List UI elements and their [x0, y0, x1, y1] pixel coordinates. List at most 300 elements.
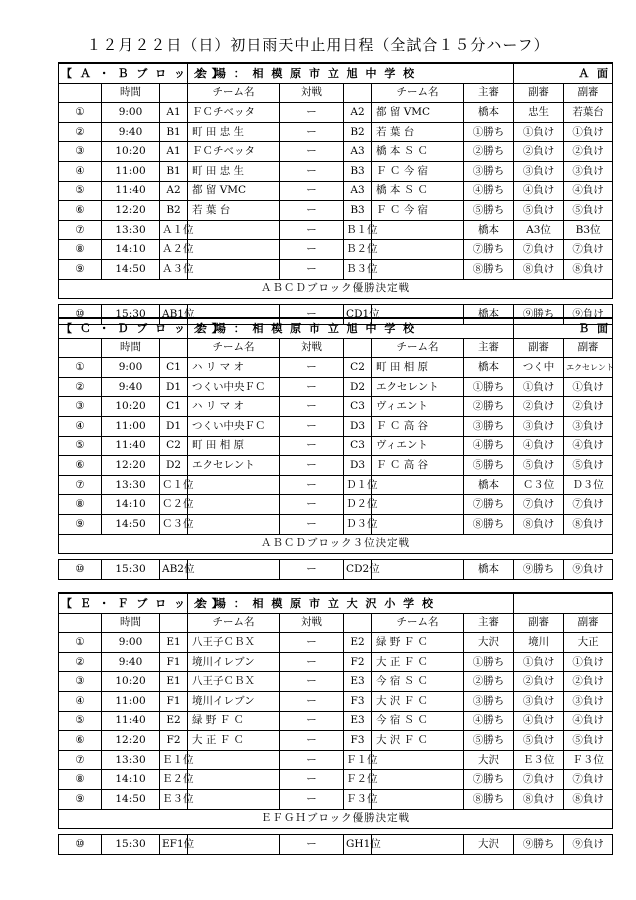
versus-mark: ー — [280, 358, 344, 378]
team-name-away: Ｆ Ｃ 高 谷 — [372, 416, 464, 436]
team-code-home: D1 — [160, 377, 188, 397]
page-title: １２月２２日（日）初日雨天中止用日程（全試合１５分ハーフ） — [86, 36, 550, 54]
referee: ①勝ち — [464, 122, 514, 142]
team-name-away — [372, 789, 464, 809]
referee: ⑧勝ち — [464, 789, 514, 809]
assistant-referee-1: ⑧負け — [514, 514, 564, 534]
team-code-away: C2 — [344, 358, 372, 378]
assistant-referee-2: Ｆ３位 — [564, 750, 613, 770]
final-match-label-row — [59, 809, 613, 829]
match-number: ④ — [59, 691, 102, 711]
assistant-referee-2: ⑧負け — [564, 514, 613, 534]
versus-mark: ー — [280, 220, 344, 240]
versus-mark: ー — [280, 633, 344, 653]
table-row — [59, 103, 613, 123]
match-time: 13:30 — [102, 475, 160, 495]
assistant-referee-1: ③負け — [514, 161, 564, 181]
table-row — [59, 220, 613, 240]
final-match-label: ＡＢＣＤブロック３位決定戦 — [59, 534, 613, 554]
referee: 大沢 — [464, 633, 514, 653]
versus-mark: ー — [280, 240, 344, 260]
versus-mark: ー — [280, 711, 344, 731]
match-time: 9:00 — [102, 358, 160, 378]
table-row — [59, 672, 613, 692]
versus-mark: ー — [280, 495, 344, 515]
team-code-home: C1 — [160, 397, 188, 417]
table-row — [59, 358, 613, 378]
referee: ①勝ち — [464, 377, 514, 397]
assistant-referee-2: ⑦負け — [564, 240, 613, 260]
column-header-team: チーム名 — [372, 83, 464, 103]
versus-mark: ー — [280, 436, 344, 456]
column-header-versus: 対戦 — [280, 338, 344, 358]
match-number: ⑩ — [59, 835, 102, 855]
team-code-away: A2 — [344, 103, 372, 123]
team-name-home — [188, 240, 280, 260]
team-name-away — [372, 770, 464, 790]
assistant-referee-1: ⑧負け — [514, 789, 564, 809]
assistant-referee-1: ⑦負け — [514, 240, 564, 260]
final-match-label: ＡＢＣＤブロック優勝決定戦 — [59, 279, 613, 299]
team-code-away: Ｄ１位 — [344, 475, 372, 495]
team-code-home: E2 — [160, 711, 188, 731]
match-number: ⑦ — [59, 475, 102, 495]
team-code-home: Ｃ３位 — [160, 514, 188, 534]
assistant-referee-2: ⑤負け — [564, 456, 613, 476]
versus-mark: ー — [280, 750, 344, 770]
team-code-home: D1 — [160, 416, 188, 436]
assistant-referee-1: ⑨勝ち — [514, 305, 564, 325]
team-name-away: 今 宿 Ｓ Ｃ — [372, 711, 464, 731]
referee: 橋本 — [464, 103, 514, 123]
match-time: 12:20 — [102, 201, 160, 221]
column-header-assistant: 副審 — [564, 613, 613, 633]
team-code-away: F2 — [344, 652, 372, 672]
versus-mark: ー — [280, 691, 344, 711]
team-code-away: Ｂ２位 — [344, 240, 372, 260]
header-blank — [59, 613, 102, 633]
team-code-away: B3 — [344, 161, 372, 181]
match-time: 9:00 — [102, 103, 160, 123]
assistant-referee-1: ③負け — [514, 416, 564, 436]
assistant-referee-2: ⑤負け — [564, 731, 613, 751]
team-name-home: つくい中央ＦＣ — [188, 416, 280, 436]
match-number: ⑧ — [59, 770, 102, 790]
assistant-referee-2: ①負け — [564, 377, 613, 397]
match-time: 13:30 — [102, 750, 160, 770]
referee: ④勝ち — [464, 436, 514, 456]
referee: ②勝ち — [464, 397, 514, 417]
match-time: 13:30 — [102, 220, 160, 240]
referee: 橋本 — [464, 358, 514, 378]
versus-mark: ー — [280, 377, 344, 397]
match-number: ⑨ — [59, 514, 102, 534]
assistant-referee-2: ⑨負け — [564, 835, 613, 855]
table-row — [59, 652, 613, 672]
team-code-away: Ｂ３位 — [344, 259, 372, 279]
assistant-referee-2: ①負け — [564, 122, 613, 142]
match-number: ① — [59, 633, 102, 653]
match-number: ⑧ — [59, 495, 102, 515]
team-name-away: 大 沢 Ｆ Ｃ — [372, 731, 464, 751]
team-name-away: Ｆ Ｃ 高 谷 — [372, 456, 464, 476]
team-code-home: Ｅ２位 — [160, 770, 188, 790]
team-code-home: A2 — [160, 181, 188, 201]
column-header-time: 時間 — [102, 613, 160, 633]
match-time: 15:30 — [102, 560, 160, 580]
block-header-row — [59, 63, 613, 83]
table-row — [59, 377, 613, 397]
match-number: ⑥ — [59, 456, 102, 476]
referee: 橋本 — [464, 305, 514, 325]
versus-mark: ー — [280, 103, 344, 123]
referee: ③勝ち — [464, 691, 514, 711]
team-name-home: 八王子ＣＢＸ — [188, 633, 280, 653]
match-number: ⑥ — [59, 731, 102, 751]
team-code-home: F1 — [160, 652, 188, 672]
referee: ④勝ち — [464, 711, 514, 731]
team-name-away: 橋 本 Ｓ Ｃ — [372, 142, 464, 162]
assistant-referee-1: ⑦負け — [514, 770, 564, 790]
assistant-referee-1: ①負け — [514, 122, 564, 142]
match-number: ④ — [59, 416, 102, 436]
column-header-team: チーム名 — [372, 338, 464, 358]
team-name-home: ＦＣチベッタ — [188, 103, 280, 123]
team-code-home: Ｅ３位 — [160, 789, 188, 809]
team-code-away: D2 — [344, 377, 372, 397]
assistant-referee-2: ②負け — [564, 142, 613, 162]
team-code-away: E3 — [344, 711, 372, 731]
match-number: ⑨ — [59, 789, 102, 809]
team-name-home — [188, 259, 280, 279]
referee: ⑧勝ち — [464, 514, 514, 534]
team-name-home: 町 田 忠 生 — [188, 122, 280, 142]
team-name-home — [188, 835, 280, 855]
match-number: ① — [59, 358, 102, 378]
referee: ⑦勝ち — [464, 495, 514, 515]
referee: ②勝ち — [464, 672, 514, 692]
assistant-referee-2: エクセレント — [564, 358, 613, 378]
assistant-referee-2: ④負け — [564, 181, 613, 201]
match-number: ② — [59, 122, 102, 142]
referee: ⑤勝ち — [464, 201, 514, 221]
match-time: 9:40 — [102, 122, 160, 142]
versus-mark: ー — [280, 397, 344, 417]
assistant-referee-2: ②負け — [564, 672, 613, 692]
assistant-referee-2: ⑦負け — [564, 770, 613, 790]
table-row — [59, 161, 613, 181]
team-code-home: E1 — [160, 672, 188, 692]
versus-mark: ー — [280, 259, 344, 279]
match-number: ① — [59, 103, 102, 123]
team-name-home — [188, 770, 280, 790]
assistant-referee-2: 大正 — [564, 633, 613, 653]
table-row — [59, 122, 613, 142]
match-time: 9:40 — [102, 377, 160, 397]
column-header-team: チーム名 — [372, 613, 464, 633]
court: Ｂ 面 — [514, 318, 613, 338]
assistant-referee-1: ⑦負け — [514, 495, 564, 515]
assistant-referee-1: 境川 — [514, 633, 564, 653]
team-name-home — [188, 514, 280, 534]
assistant-referee-2: ⑨負け — [564, 305, 613, 325]
team-code-home: Ｃ１位 — [160, 475, 188, 495]
referee: 大沢 — [464, 750, 514, 770]
team-code-home: AB1位 — [160, 305, 188, 325]
table-row — [59, 731, 613, 751]
team-name-home: ハ リ マ オ — [188, 397, 280, 417]
referee: ①勝ち — [464, 652, 514, 672]
table-row — [59, 560, 613, 580]
match-number: ⑩ — [59, 305, 102, 325]
team-code-away: Ｂ１位 — [344, 220, 372, 240]
team-code-home: E1 — [160, 633, 188, 653]
team-name-home: 境川イレブン — [188, 652, 280, 672]
table-row — [59, 495, 613, 515]
match-time: 14:50 — [102, 514, 160, 534]
referee: ②勝ち — [464, 142, 514, 162]
team-name-away: 若 葉 台 — [372, 122, 464, 142]
match-number: ⑤ — [59, 711, 102, 731]
assistant-referee-1: ③負け — [514, 691, 564, 711]
team-code-home: B1 — [160, 122, 188, 142]
team-name-away: Ｆ Ｃ 今 宿 — [372, 201, 464, 221]
court: Ａ 面 — [514, 63, 613, 83]
team-name-home: 境川イレブン — [188, 691, 280, 711]
match-number: ⑥ — [59, 201, 102, 221]
table-row — [59, 201, 613, 221]
header-blank — [344, 338, 372, 358]
team-name-away — [372, 514, 464, 534]
assistant-referee-1: ②負け — [514, 142, 564, 162]
block-header-row — [59, 318, 613, 338]
referee: ⑧勝ち — [464, 259, 514, 279]
table-row — [59, 633, 613, 653]
team-code-home: F1 — [160, 691, 188, 711]
match-number: ⑧ — [59, 240, 102, 260]
header-blank — [59, 338, 102, 358]
assistant-referee-2: ③負け — [564, 416, 613, 436]
assistant-referee-1: Ｃ３位 — [514, 475, 564, 495]
team-code-away: E3 — [344, 672, 372, 692]
team-code-away: C3 — [344, 436, 372, 456]
assistant-referee-1: ⑤負け — [514, 201, 564, 221]
team-code-away: GH1位 — [344, 835, 372, 855]
assistant-referee-2: ③負け — [564, 161, 613, 181]
team-name-home: ＦＣチベッタ — [188, 142, 280, 162]
header-blank — [59, 83, 102, 103]
header-blank — [160, 613, 188, 633]
referee: ③勝ち — [464, 416, 514, 436]
match-time: 11:40 — [102, 711, 160, 731]
assistant-referee-2: 若葉台 — [564, 103, 613, 123]
team-code-away: Ｆ３位 — [344, 789, 372, 809]
assistant-referee-2: ④負け — [564, 436, 613, 456]
assistant-referee-2: ⑦負け — [564, 495, 613, 515]
versus-mark: ー — [280, 456, 344, 476]
team-code-away: D3 — [344, 416, 372, 436]
table-row — [59, 181, 613, 201]
versus-mark: ー — [280, 731, 344, 751]
match-number: ⑦ — [59, 220, 102, 240]
match-time: 11:00 — [102, 691, 160, 711]
referee: ④勝ち — [464, 181, 514, 201]
team-code-home: C1 — [160, 358, 188, 378]
match-time: 12:20 — [102, 731, 160, 751]
assistant-referee-2: B3位 — [564, 220, 613, 240]
team-name-home — [188, 475, 280, 495]
assistant-referee-1: ②負け — [514, 397, 564, 417]
match-time: 11:40 — [102, 436, 160, 456]
team-code-away: Ｆ１位 — [344, 750, 372, 770]
assistant-referee-1: ⑧負け — [514, 259, 564, 279]
versus-mark: ー — [280, 789, 344, 809]
header-blank — [344, 83, 372, 103]
final-match-label-row — [59, 534, 613, 554]
column-header-assistant: 副審 — [564, 83, 613, 103]
versus-mark: ー — [280, 475, 344, 495]
team-code-home: A1 — [160, 142, 188, 162]
header-blank — [344, 613, 372, 633]
table-row — [59, 514, 613, 534]
team-name-home: 緑 野 Ｆ Ｃ — [188, 711, 280, 731]
team-name-home: ハ リ マ オ — [188, 358, 280, 378]
match-time: 10:20 — [102, 142, 160, 162]
match-number: ④ — [59, 161, 102, 181]
table-row — [59, 750, 613, 770]
versus-mark: ー — [280, 161, 344, 181]
header-blank — [160, 338, 188, 358]
team-name-away: 町 田 相 原 — [372, 358, 464, 378]
team-name-away: 都 留 VMC — [372, 103, 464, 123]
table-row — [59, 789, 613, 809]
referee: 橋本 — [464, 220, 514, 240]
team-name-home: 若 葉 台 — [188, 201, 280, 221]
team-code-away: B2 — [344, 122, 372, 142]
team-code-away: D3 — [344, 456, 372, 476]
assistant-referee-1: ④負け — [514, 181, 564, 201]
team-code-away: A3 — [344, 142, 372, 162]
referee: ⑤勝ち — [464, 731, 514, 751]
team-code-home: A1 — [160, 103, 188, 123]
assistant-referee-1: ④負け — [514, 436, 564, 456]
match-number: ② — [59, 652, 102, 672]
assistant-referee-2: ⑤負け — [564, 201, 613, 221]
team-name-away: 大 正 Ｆ Ｃ — [372, 652, 464, 672]
team-name-home: 大 正 Ｆ Ｃ — [188, 731, 280, 751]
assistant-referee-2: ②負け — [564, 397, 613, 417]
match-time: 15:30 — [102, 835, 160, 855]
team-name-home — [188, 560, 280, 580]
team-code-away: Ｄ２位 — [344, 495, 372, 515]
table-row — [59, 475, 613, 495]
match-time: 14:10 — [102, 240, 160, 260]
match-number: ② — [59, 377, 102, 397]
versus-mark: ー — [280, 672, 344, 692]
assistant-referee-2: ⑧負け — [564, 259, 613, 279]
final-match-label-row — [59, 279, 613, 299]
column-header-referee: 主審 — [464, 613, 514, 633]
referee: 橋本 — [464, 475, 514, 495]
assistant-referee-1: 忠生 — [514, 103, 564, 123]
header-blank — [160, 83, 188, 103]
team-name-away: 緑 野 Ｆ Ｃ — [372, 633, 464, 653]
team-code-home: Ｅ１位 — [160, 750, 188, 770]
versus-mark: ー — [280, 305, 344, 325]
match-time: 14:50 — [102, 789, 160, 809]
team-name-home — [188, 220, 280, 240]
team-name-home: 町 田 相 原 — [188, 436, 280, 456]
versus-mark: ー — [280, 181, 344, 201]
team-code-home: Ｃ２位 — [160, 495, 188, 515]
team-code-home: F2 — [160, 731, 188, 751]
table-row — [59, 770, 613, 790]
team-name-home — [188, 495, 280, 515]
schedule-table-cd — [58, 317, 613, 580]
assistant-referee-1: Ｅ３位 — [514, 750, 564, 770]
assistant-referee-1: ①負け — [514, 377, 564, 397]
team-name-away: 橋 本 Ｓ Ｃ — [372, 181, 464, 201]
match-number: ③ — [59, 397, 102, 417]
match-time: 15:30 — [102, 305, 160, 325]
assistant-referee-1: ④負け — [514, 711, 564, 731]
assistant-referee-1: つく中 — [514, 358, 564, 378]
team-name-away — [372, 560, 464, 580]
assistant-referee-1: ⑨勝ち — [514, 560, 564, 580]
team-code-home: B2 — [160, 201, 188, 221]
versus-mark: ー — [280, 122, 344, 142]
match-time: 11:00 — [102, 161, 160, 181]
table-row — [59, 259, 613, 279]
block-header-row — [59, 593, 613, 613]
column-header-row — [59, 338, 613, 358]
team-name-away — [372, 835, 464, 855]
match-number: ⑨ — [59, 259, 102, 279]
team-code-home: D2 — [160, 456, 188, 476]
team-code-home: C2 — [160, 436, 188, 456]
column-header-referee: 主審 — [464, 338, 514, 358]
assistant-referee-2: ④負け — [564, 711, 613, 731]
table-row — [59, 711, 613, 731]
column-header-time: 時間 — [102, 83, 160, 103]
team-code-away: F3 — [344, 731, 372, 751]
court — [514, 593, 613, 613]
block-name: 【 Ａ ・ Ｂ ブ ロ ッ ク 】 — [59, 63, 188, 83]
match-time: 9:40 — [102, 652, 160, 672]
versus-mark: ー — [280, 652, 344, 672]
venue: 会 場 ： 相 模 原 市 立 大 沢 小 学 校 — [188, 593, 514, 613]
table-row — [59, 416, 613, 436]
assistant-referee-2: ⑧負け — [564, 789, 613, 809]
table-row — [59, 397, 613, 417]
team-name-away — [372, 220, 464, 240]
assistant-referee-1: A3位 — [514, 220, 564, 240]
team-code-away: E2 — [344, 633, 372, 653]
column-header-row — [59, 613, 613, 633]
team-code-away: B3 — [344, 201, 372, 221]
schedule-table-ab — [58, 62, 613, 325]
table-row — [59, 691, 613, 711]
match-time: 10:20 — [102, 672, 160, 692]
column-header-row — [59, 83, 613, 103]
team-name-home — [188, 789, 280, 809]
assistant-referee-1: ①負け — [514, 652, 564, 672]
team-code-home: Ａ３位 — [160, 259, 188, 279]
team-name-away: 今 宿 Ｓ Ｃ — [372, 672, 464, 692]
column-header-assistant: 副審 — [514, 83, 564, 103]
match-time: 12:20 — [102, 456, 160, 476]
assistant-referee-2: ③負け — [564, 691, 613, 711]
